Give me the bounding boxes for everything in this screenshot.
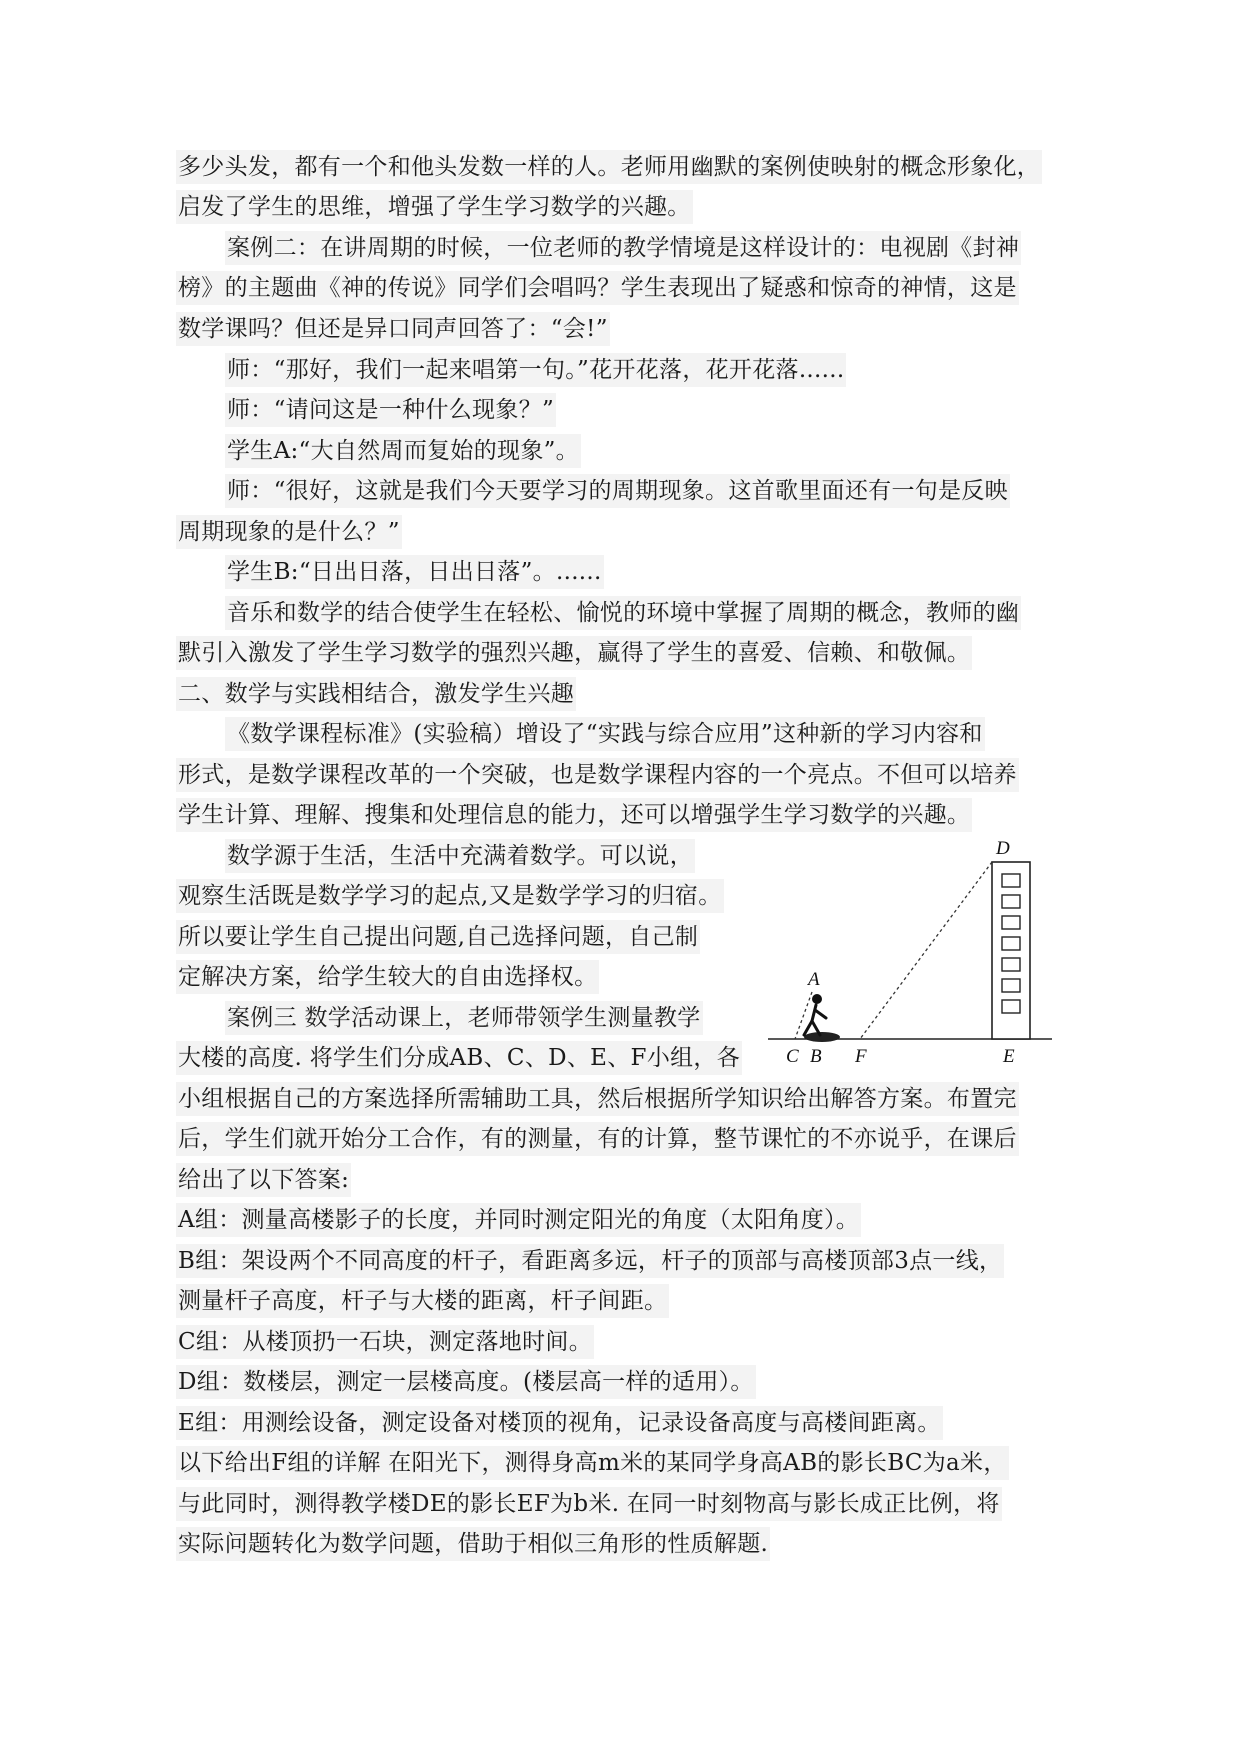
text-line: B组：架设两个不同高度的杆子，看距离多远，杆子的顶部与高楼顶部3点一线，: [176, 1244, 1004, 1278]
label-c: C: [786, 1046, 799, 1067]
building-window: [1002, 958, 1020, 971]
text-line: 实际问题转化为数学问题，借助于相似三角形的性质解题.: [176, 1527, 770, 1561]
text-line: D组：数楼层，测定一层楼高度。(楼层高一样的适用）。: [176, 1365, 756, 1399]
building-window: [1002, 916, 1020, 929]
text-line: 以下给出F组的详解 在阳光下，测得身高m米的某同学身高AB的影长BC为a米，: [176, 1446, 1009, 1480]
text-line: 案例二：在讲周期的时候，一位老师的教学情境是这样设计的：电视剧《封神: [225, 231, 1021, 265]
text-line: 启发了学生的思维，增强了学生学习数学的兴趣。: [176, 190, 693, 224]
text-line: 与此同时，测得教学楼DE的影长EF为b米. 在同一时刻物高与影长成正比例，将: [176, 1487, 1002, 1521]
text-line: A组：测量高楼影子的长度，并同时测定阳光的角度（太阳角度）。: [176, 1203, 861, 1237]
sun-ray-ac: [795, 992, 812, 1039]
text-line: 学生B:“日出日落，日出日落”。......: [225, 555, 604, 589]
text-line: C组：从楼顶扔一石块，测定落地时间。: [176, 1325, 594, 1359]
text-line: 多少头发，都有一个和他头发数一样的人。老师用幽默的案例使映射的概念形象化，: [176, 150, 1042, 184]
text-line: 观察生活既是数学学习的起点,又是数学学习的归宿。: [176, 879, 724, 913]
text-line: 《数学课程标准》(实验稿）增设了“实践与综合应用”这种新的学习内容和: [225, 717, 985, 751]
text-line: 给出了以下答案:: [176, 1163, 351, 1197]
person-ab: [804, 994, 826, 1035]
text-line: 师：“请问这是一种什么现象？”: [225, 393, 556, 427]
text-line: 后，学生们就开始分工合作，有的测量，有的计算，整节课忙的不亦说乎，在课后: [176, 1122, 1019, 1156]
text-line: 大楼的高度. 将学生们分成AB、C、D、E、F小组，各: [176, 1041, 742, 1075]
text-line: 案例三 数学活动课上，老师带领学生测量教学: [225, 1001, 703, 1035]
text-line: 形式，是数学课程改革的一个突破，也是数学课程内容的一个亮点。不但可以培养: [176, 758, 1019, 792]
label-d: D: [996, 838, 1010, 859]
text-line: 师：“那好，我们一起来唱第一句。”花开花落，花开花落......: [225, 353, 846, 387]
text-line: 音乐和数学的结合使学生在轻松、愉悦的环境中掌握了周期的概念，教师的幽: [225, 596, 1021, 630]
text-line: 定解决方案，给学生较大的自由选择权。: [176, 960, 599, 994]
shadow-bc: [804, 1032, 840, 1042]
label-a: A: [808, 969, 820, 990]
text-line: E组：用测绘设备，测定设备对楼顶的视角，记录设备高度与高楼间距离。: [176, 1406, 943, 1440]
building-window: [1002, 979, 1020, 992]
text-line: 学生A:“大自然周而复始的现象”。: [225, 434, 581, 468]
building-shadow-diagram: [760, 832, 1060, 1068]
label-b: B: [810, 1046, 822, 1067]
section-heading: 二、数学与实践相结合，激发学生兴趣: [176, 677, 576, 711]
text-line: 榜》的主题曲《神的传说》同学们会唱吗？学生表现出了疑惑和惊奇的神情，这是: [176, 271, 1019, 305]
text-line: 数学源于生活，生活中充满着数学。可以说，: [225, 839, 695, 873]
building-window: [1002, 874, 1020, 887]
text-line: 所以要让学生自己提出问题,自己选择问题，自己制: [176, 920, 700, 954]
text-line: 师：“很好，这就是我们今天要学习的周期现象。这首歌里面还有一句是反映: [225, 474, 1010, 508]
building-window: [1002, 937, 1020, 950]
building-windows: [1002, 874, 1020, 1013]
text-line: 周期现象的是什么？”: [176, 515, 402, 549]
label-e: E: [1003, 1046, 1015, 1067]
building-window: [1002, 1000, 1020, 1013]
sun-ray-df: [860, 862, 992, 1039]
text-line: 默引入激发了学生学习数学的强烈兴趣，赢得了学生的喜爱、信赖、和敬佩。: [176, 636, 972, 670]
text-line: 数学课吗？但还是异口同声回答了：“会!”: [176, 312, 610, 346]
label-f: F: [855, 1046, 867, 1067]
text-line: 测量杆子高度，杆子与大楼的距离，杆子间距。: [176, 1284, 669, 1318]
text-line: 小组根据自己的方案选择所需辅助工具，然后根据所学知识给出解答方案。布置完: [176, 1082, 1019, 1116]
building-window: [1002, 895, 1020, 908]
text-line: 学生计算、理解、搜集和处理信息的能力，还可以增强学生学习数学的兴趣。: [176, 798, 972, 832]
